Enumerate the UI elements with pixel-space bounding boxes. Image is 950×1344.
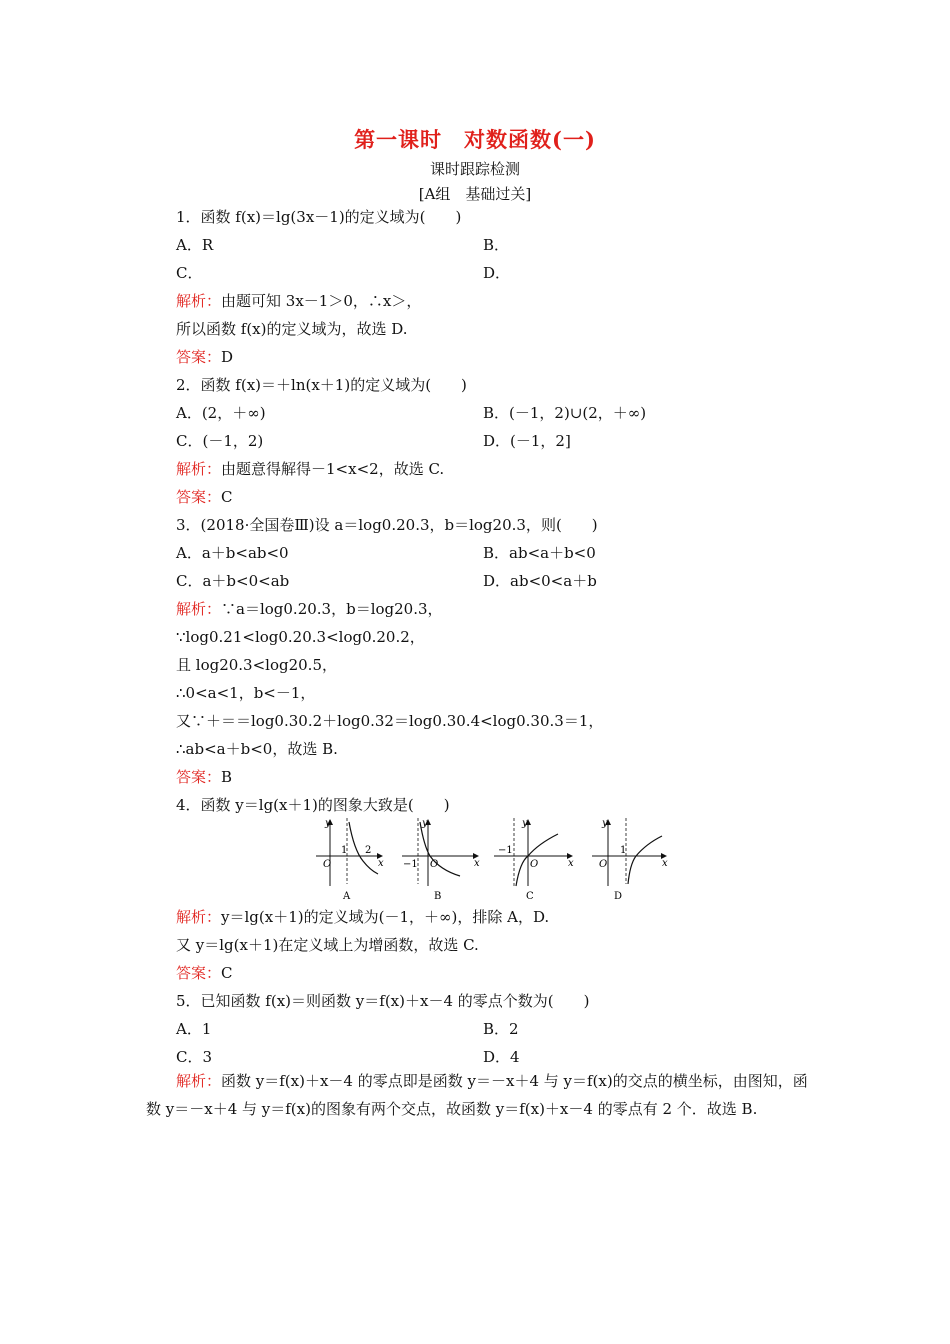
- answer-label: 答案：: [176, 488, 222, 506]
- q3-answer: [176, 766, 232, 787]
- q4-analysis: [176, 906, 549, 927]
- q1-stem: 1．函数 f(x)＝lg(3x－1)的定义域为( ): [176, 208, 462, 226]
- analysis-text: y＝lg(x＋1)的定义域为(－1，＋∞)，排除 A，D.: [221, 908, 550, 926]
- q4-answer: [176, 962, 233, 983]
- q3-option-a: A．a＋b<ab<0: [176, 544, 289, 562]
- q3-analysis-2: ∵log0.21<log0.20.3<log0.20.2，: [176, 628, 425, 646]
- analysis-label: 解析：: [176, 292, 222, 310]
- q3-analysis-5: 又∵＋＝＝log0.30.2＋log0.32＝log0.30.4<log0.30.3＝1，: [176, 712, 604, 730]
- origin-label: O: [323, 859, 332, 870]
- graph-d: [592, 818, 668, 902]
- q1-analysis-2: 所以函数 f(x)的定义域为，故选 D.: [176, 320, 408, 338]
- axis-y-label: y: [602, 818, 608, 829]
- axis-x-label: x: [662, 858, 668, 869]
- analysis-label: 解析：: [176, 600, 222, 618]
- axis-y-label: y: [522, 818, 528, 829]
- graph-c: [494, 818, 574, 902]
- axis-y-label: y: [325, 818, 331, 829]
- q2-answer: [176, 486, 233, 507]
- q1-analysis: [176, 290, 421, 311]
- answer-value: C: [221, 964, 233, 982]
- answer-value: C: [221, 488, 233, 506]
- q3-analysis-4: ∴0<a<1，b<－1，: [176, 684, 316, 702]
- analysis-text: 由题可知 3x－1＞0，∴x＞，: [221, 292, 422, 310]
- q4-graphs-figure: [310, 814, 675, 904]
- q3-option-b: B．ab<a＋b<0: [483, 544, 596, 562]
- axis-x-label: x: [568, 858, 574, 869]
- q5-option-b: B．2: [483, 1020, 519, 1038]
- section-label: [A组 基础过关]: [418, 185, 532, 203]
- origin-label: O: [599, 859, 608, 870]
- analysis-label: 解析：: [176, 460, 222, 478]
- q5-analysis: [146, 1068, 810, 1123]
- q3-option-c: C．a＋b<0<ab: [176, 572, 290, 590]
- q3-analysis-6: ∴ab<a＋b<0，故选 B.: [176, 740, 338, 758]
- tick-label: 2: [365, 845, 372, 856]
- analysis-label: 解析：: [176, 1072, 222, 1090]
- tick-label: −1: [498, 845, 513, 856]
- q4-stem: 4．函数 y＝lg(x＋1)的图象大致是( ): [176, 796, 450, 814]
- analysis-text: 函数 y＝f(x)＋x－4 的零点即是函数 y＝－x＋4 与 y＝f(x)的交点的横坐标，由图知，函数 y＝－x＋4 与 y＝f(x)的图象有两个交点，故函数 y＝f(x)＋x－4 的零点有 2 个．故选 B.: [146, 1072, 808, 1118]
- q2-analysis: [176, 458, 444, 479]
- q2-option-d: D．(－1，2]: [483, 432, 571, 450]
- q5-stem: 5．已知函数 f(x)＝则函数 y＝f(x)＋x－4 的零点个数为( ): [176, 992, 590, 1010]
- q5-option-c: C．3: [176, 1048, 213, 1066]
- q2-option-b: B．(－1，2)∪(2，＋∞): [483, 404, 647, 422]
- q1-answer: [176, 346, 233, 367]
- axis-x-label: x: [474, 858, 480, 869]
- tick-label: −1: [403, 859, 418, 870]
- origin-label: O: [430, 859, 439, 870]
- origin-label: O: [530, 859, 539, 870]
- answer-value: B: [221, 768, 233, 786]
- axis-y-label: y: [422, 818, 428, 829]
- analysis-label: 解析：: [176, 908, 222, 926]
- graph-b-label: B: [434, 891, 442, 902]
- graph-b: [402, 818, 480, 902]
- q2-stem: 2．函数 f(x)＝＋ln(x＋1)的定义域为( ): [176, 376, 467, 394]
- axis-x-label: x: [378, 858, 384, 869]
- q2-option-c: C．(－1，2): [176, 432, 264, 450]
- analysis-text: 由题意得解得－1<x<2，故选 C.: [221, 460, 445, 478]
- q1-option-a: A．R: [176, 236, 214, 254]
- graph-c-label: C: [526, 891, 534, 902]
- q1-option-c: C．: [176, 264, 203, 282]
- q4-analysis-2: 又 y＝lg(x＋1)在定义域上为增函数，故选 C.: [176, 936, 479, 954]
- q1-option-d: D．: [483, 264, 511, 282]
- page-subtitle: 课时跟踪检测: [429, 160, 520, 178]
- q2-option-a: A．(2，＋∞): [176, 404, 266, 422]
- graph-a: [316, 818, 384, 902]
- q1-option-b: B．: [483, 236, 510, 254]
- q5-option-a: A．1: [176, 1020, 212, 1038]
- q5-option-d: D．4: [483, 1048, 520, 1066]
- answer-value: D: [221, 348, 234, 366]
- q3-stem: 3．(2018·全国卷Ⅲ)设 a＝log0.20.3，b＝log20.3，则( ): [176, 516, 598, 534]
- answer-label: 答案：: [176, 348, 222, 366]
- answer-label: 答案：: [176, 768, 222, 786]
- q3-analysis: [176, 598, 443, 619]
- tick-label: 1: [341, 845, 348, 856]
- analysis-text: ∵a＝log0.20.3，b＝log20.3，: [221, 600, 443, 618]
- graph-a-label: A: [343, 891, 351, 902]
- tick-label: 1: [620, 845, 627, 856]
- page-title: 第一课时 对数函数(一): [354, 127, 596, 152]
- q3-option-d: D．ab<0<a＋b: [483, 572, 597, 590]
- q3-analysis-3: 且 log20.3<log20.5，: [176, 656, 337, 674]
- answer-label: 答案：: [176, 964, 222, 982]
- graph-d-label: D: [614, 891, 623, 902]
